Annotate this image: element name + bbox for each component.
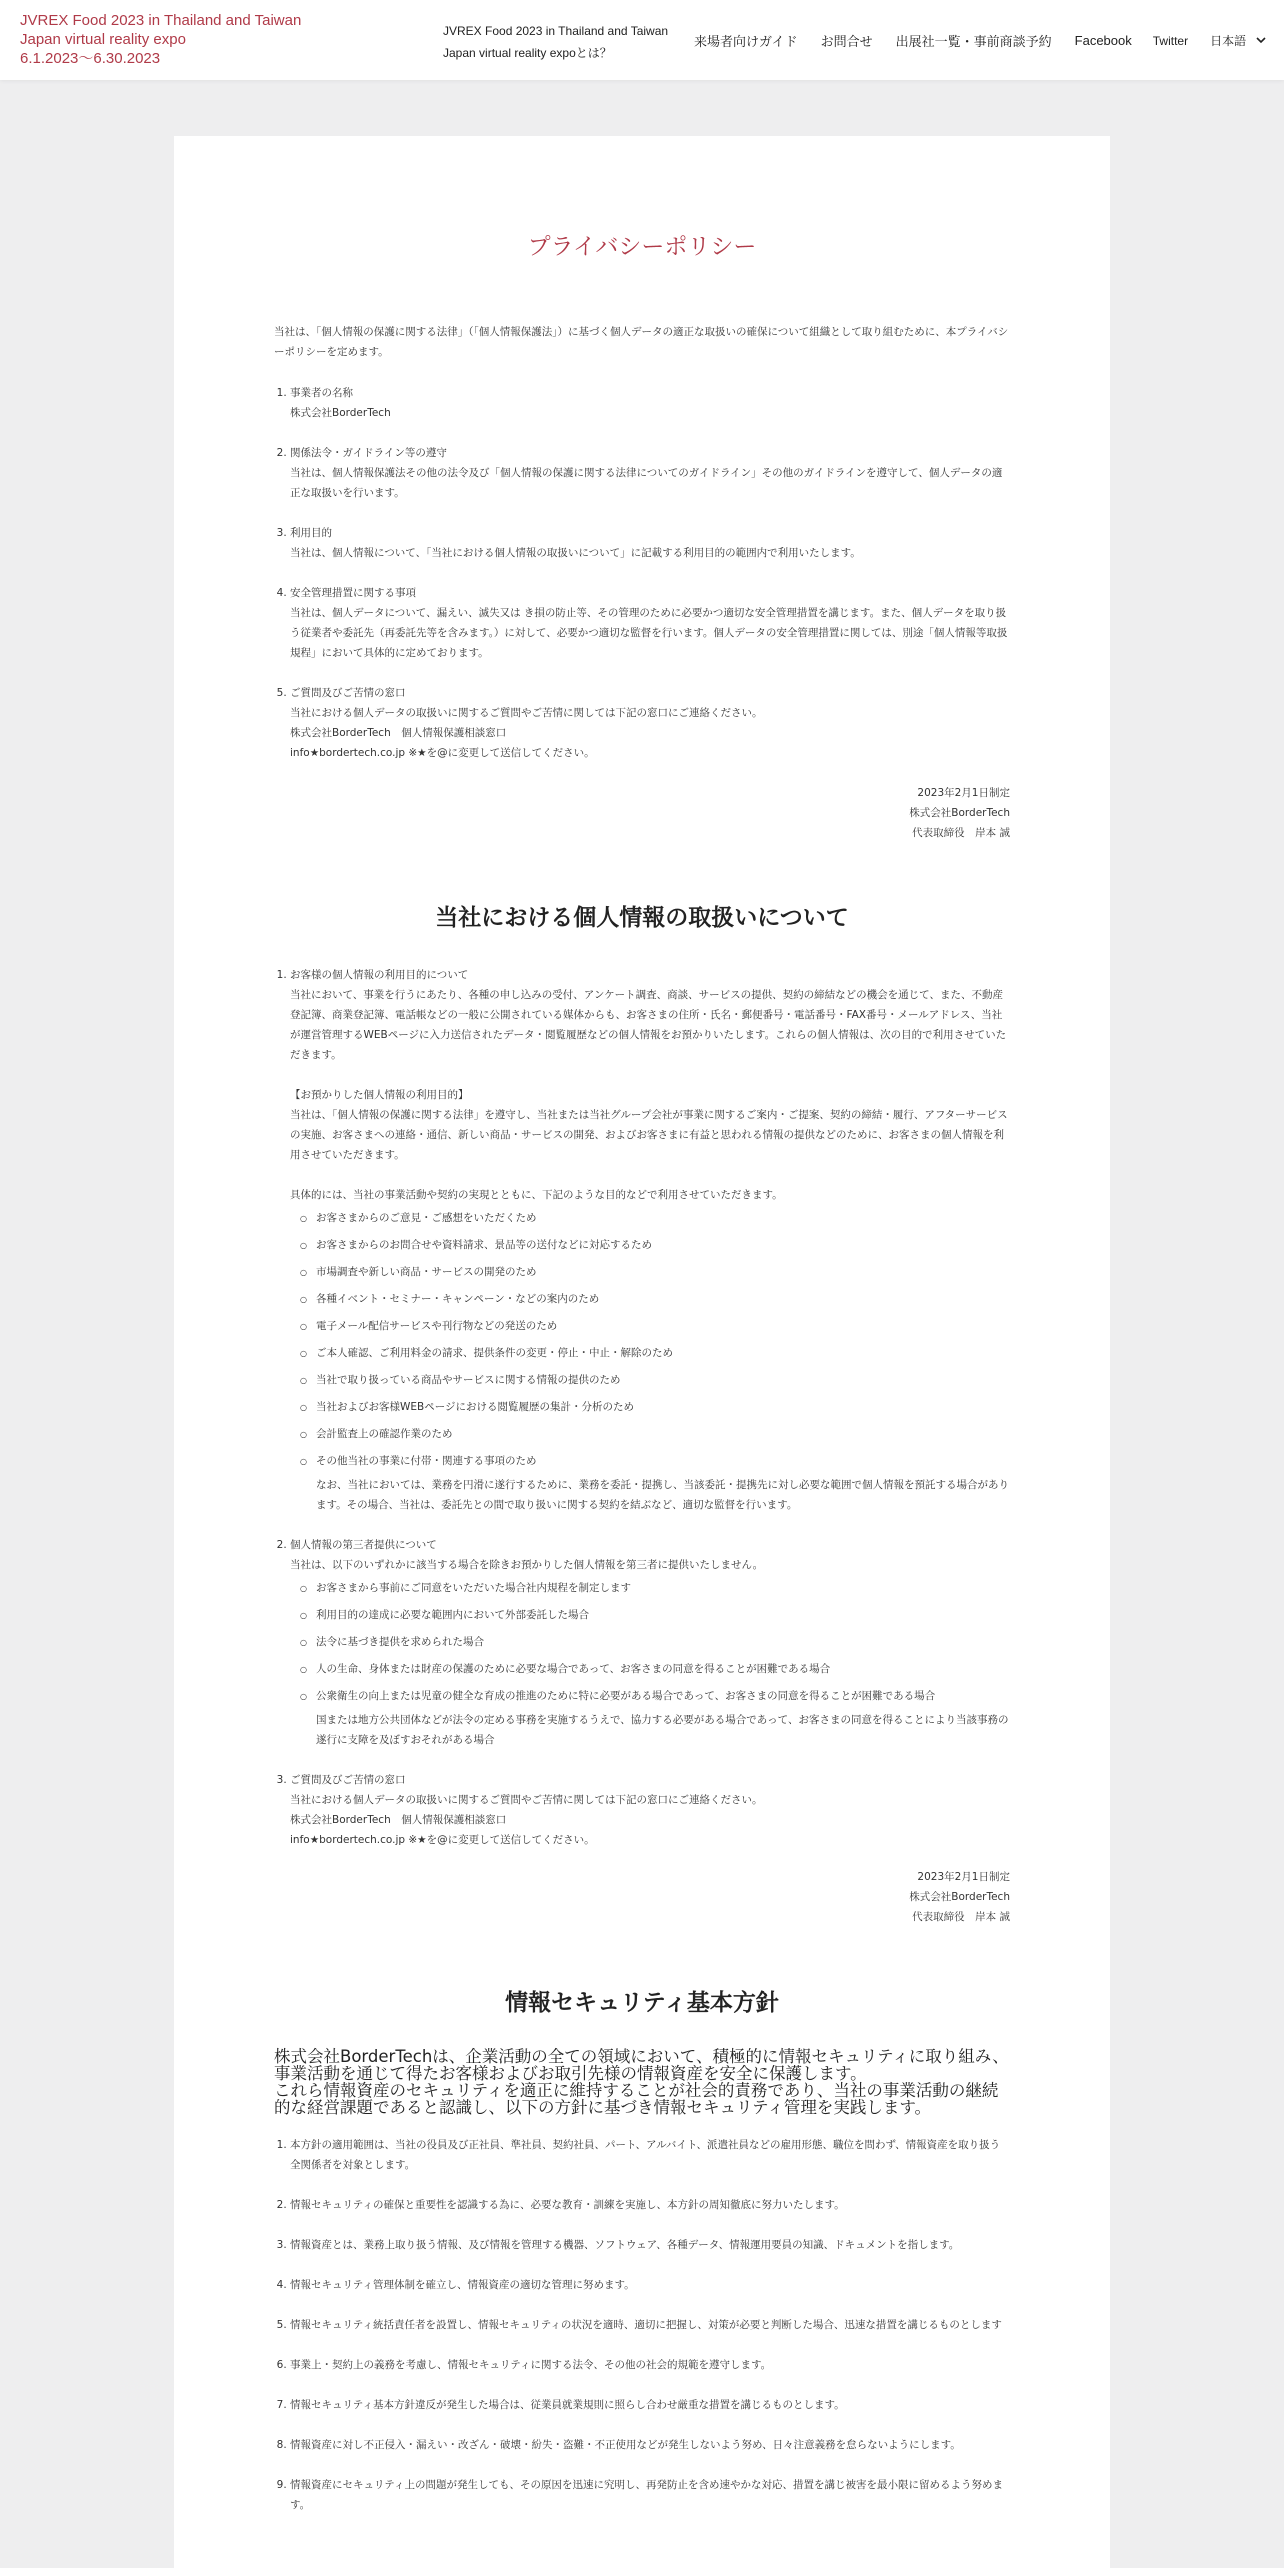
handling-title: 当社における個人情報の取扱いについて: [435, 905, 849, 931]
handling-item-text: 当社は、以下のいずれかに該当する場合を除きお預かりした個人情報を第三者に提供いたしません。: [290, 1559, 764, 1571]
list-item: ○ 公衆衛生の向上または児童の健全な育成の推進のために特に必要がある場合であって、お客さまの同意を得ることが困難である場合: [300, 1683, 1010, 1710]
policy-item: 4. 情報セキュリティ管理体制を確立し、情報資産の適切な管理に努めます。: [290, 2275, 1010, 2295]
sign-representative: 代表取締役 岸本 誠: [912, 827, 1010, 839]
list-item: ○ 当社およびお客様WEBページにおける閲覧履歴の集計・分析のため: [300, 1394, 1010, 1421]
security-intro: 株式会社BorderTechは、企業活動の全ての領域において、積極的に情報セキュリティに取り組み、事業活動を通じて得たお客様およびお取引先様の情報資産を安全に保護します。 これら情報資産のセキュリティを適正に維持することが社会的責務であり、当社の事業活動の継続的な経営課題であると認識し、以下の方針に基づき情報セキュリティ管理を実践します。: [274, 2047, 1009, 2117]
policy-item: 6. 事業上・契約上の義務を考慮し、情報セキュリティに関する法令、その他の社会的規範を遵守します。: [290, 2355, 1010, 2375]
sign-company: 株式会社BorderTech: [909, 1891, 1010, 1903]
policy-item: 9. 情報資産にセキュリティ上の問題が発生しても、その原因を迅速に究明し、再発防止を含め速やかな対応、措置を講じ被害を最小限に留めるよう努めます。: [290, 2475, 1010, 2515]
list-item: ○ お客さまからのお問合せや資料請求、景品等の送付などに対応するため: [300, 1232, 1010, 1259]
handling-signature: [274, 1867, 1010, 1927]
handling-item-text: 当社において、事業を行うにあたり、各種の申し込みの受付、アンケート調査、商談、サービスの提供、契約の締結などの機会を通じて、また、不動産登記簿、商業登記簿、電話帳などの一般に公開されている媒体からも、お客さまの住所・氏名・郵便番号・電話番号・FAX番号・メールアドレス、当社が運営管理するWEBページに入力送信されたデータ・閲覧履歴などの個人情報をお預かりいたします。これらの個人情報は、次の目的で利用させていただきます。: [290, 989, 1007, 1061]
privacy-item: [290, 523, 1010, 563]
list-item: ○ ご本人確認、ご利用料金の請求、提供条件の変更・停止・中止・解除のため: [300, 1340, 1010, 1367]
handling-contact-email: info★bordertech.co.jp ※★を@に変更して送信してください。: [290, 1834, 595, 1846]
handling-item-text: 株式会社BorderTech 個人情報保護相談窓口: [290, 1814, 507, 1826]
handling-subtitle: 【お預かりした個人情報の利用目的】: [290, 1089, 469, 1101]
privacy-item-text: 当社は、個人データについて、漏えい、滅失又は き損の防止等、その管理のために必要かつ適切な安全管理措置を講じます。また、個人データを取り扱う従業者や委託先（再委託先等を含みます。）に対して、必要かつ適切な監督を行います。個人データの安全管理措置に関しては、別途「個人情報等取扱規程」において具体的に定めております。: [290, 607, 1008, 659]
privacy-item-text: 当社における個人データの取扱いに関するご質問やご苦情に関しては下記の窓口にご連絡ください。: [290, 707, 763, 719]
sign-representative: 代表取締役 岸本 誠: [912, 1911, 1010, 1923]
handling-note: なお、当社においては、業務を円滑に遂行するために、業務を委託・提携し、当該委託・提携先に対し必要な範囲で個人情報を預託する場合があります。その場合、当社は、委託先との間で取り扱いに関する契約を結ぶなど、適切な監督を行います。: [316, 1479, 1009, 1511]
handling-item: [290, 1770, 1010, 1850]
privacy-item: [290, 683, 1010, 763]
privacy-item-text: 株式会社BorderTech: [290, 407, 391, 419]
privacy-item-title: 4. 安全管理措置に関する事項: [290, 587, 416, 599]
privacy-intro: 当社は、「個人情報の保護に関する法律」（「個人情報保護法」）に基づく個人データの適正な取扱いの確保について組織として取り組むために、本プライバシーポリシーを定めます。: [274, 326, 1009, 358]
handling-item: [290, 965, 1010, 1515]
nav-about-line-1[interactable]: JVREX Food 2023 in Thailand and Taiwan: [443, 24, 669, 38]
handling-note: 国または地方公共団体などが法令の定める事務を実施するうえで、協力する必要がある場合であって、お客さまの同意を得ることにより当該事務の遂行に支障を及ぼすおそれがある場合: [316, 1714, 1009, 1746]
handling-item-title: 3. ご質問及びご苦情の窓口: [290, 1774, 406, 1786]
nav-exhibitors[interactable]: 出展社一覧・事前商談予約: [895, 34, 1052, 49]
handling-item-title: 2. 個人情報の第三者提供について: [290, 1539, 437, 1551]
privacy-sections: [274, 383, 1010, 763]
privacy-item-title: 1. 事業者の名称: [290, 387, 353, 399]
list-item: ○ 会計監査上の確認作業のため: [300, 1421, 1010, 1448]
policy-item: 5. 情報セキュリティ統括責任者を設置し、情報セキュリティの状況を適時、適切に把握し、対策が必要と判断した場合、迅速な措置を講じるものとします: [290, 2315, 1010, 2335]
nav-visitor-guide[interactable]: 来場者向けガイド: [694, 34, 798, 49]
chevron-down-icon: [1256, 37, 1266, 44]
list-item: ○ 当社で取り扱っている商品やサービスに関する情報の提供のため: [300, 1367, 1010, 1394]
privacy-item-title: 3. 利用目的: [290, 527, 332, 539]
site-brand[interactable]: [20, 11, 301, 68]
brand-line-2[interactable]: Japan virtual reality expo: [20, 31, 186, 48]
list-item: ○ お客さまから事前にご同意をいただいた場合社内規程を制定します: [300, 1575, 1010, 1602]
privacy-item-text: 株式会社BorderTech 個人情報保護相談窓口: [290, 727, 507, 739]
privacy-item: [290, 443, 1010, 503]
nav-twitter[interactable]: Twitter: [1152, 33, 1189, 48]
list-item: ○ その他当社の事業に付帯・関連する事項のため: [300, 1448, 1010, 1475]
handling-item-title: 1. お客様の個人情報の利用目的について: [290, 969, 469, 981]
privacy-item: [290, 583, 1010, 663]
handling-sections: [274, 965, 1010, 1850]
privacy-signature: [274, 783, 1010, 843]
nav-about-line-2[interactable]: Japan virtual reality expoとは？: [443, 46, 612, 60]
handling-item: [290, 1535, 1010, 1750]
brand-line-1[interactable]: JVREX Food 2023 in Thailand and Taiwan: [20, 12, 302, 29]
handling-item-text: 当社における個人データの取扱いに関するご質問やご苦情に関しては下記の窓口にご連絡ください。: [290, 1794, 763, 1806]
security-sections: [274, 2135, 1010, 2535]
privacy-policy-title: プライバシーポリシー: [527, 234, 757, 260]
list-item: ○ 電子メール配信サービスや刊行物などの発送のため: [300, 1313, 1010, 1340]
main-nav: [694, 31, 1266, 50]
sign-date: 2023年2月1日制定: [917, 787, 1010, 799]
nav-facebook[interactable]: Facebook: [1074, 33, 1132, 48]
language-select[interactable]: [1210, 32, 1266, 49]
policy-item: 7. 情報セキュリティ基本方針違反が発生した場合は、従業員就業規則に照らし合わせ厳重な措置を講じるものとします。: [290, 2395, 1010, 2415]
handling-item-text: 具体的には、当社の事業活動や契約の実現とともに、下記のような目的などで利用させていただきます。: [290, 1189, 783, 1201]
sign-company: 株式会社BorderTech: [909, 807, 1010, 819]
list-item: ○ 各種イベント・セミナー・キャンペーン・などの案内のため: [300, 1286, 1010, 1313]
privacy-contact-email: info★bordertech.co.jp ※★を@に変更して送信してください。: [290, 747, 595, 759]
privacy-item-title: 5. ご質問及びご苦情の窓口: [290, 687, 406, 699]
security-title: 情報セキュリティ基本方針: [505, 1990, 779, 2016]
purpose-list: [290, 1205, 1010, 1475]
list-item: ○ お客さまからのご意見・ご感想をいただくため: [300, 1205, 1010, 1232]
policy-item: 1. 本方針の適用範囲は、当社の役員及び正社員、準社員、契約社員、パート、アルバイト、派遣社員などの雇用形態、職位を問わず、情報資産を取り扱う全関係者を対象とします。: [290, 2135, 1010, 2175]
site-header: [0, 0, 1284, 80]
handling-item-text: 当社は、「個人情報の保護に関する法律」を遵守し、当社または当社グループ会社が事業に関するご案内・ご提案、契約の締結・履行、アフターサービスの実施、お客さまへの連絡・通信、新しい商品・サービスの開発、およびお客さまに有益と思われる情報の提供などのために、お客さまの個人情報を利用させていただきます。: [290, 1109, 1008, 1161]
privacy-item: [290, 383, 1010, 423]
privacy-item-title: 2. 関係法令・ガイドライン等の遵守: [290, 447, 447, 459]
language-label: 日本語: [1210, 34, 1247, 48]
content-card: [174, 136, 1110, 2568]
third-party-list: [290, 1575, 1010, 1710]
list-item: ○ 利用目的の達成に必要な範囲内において外部委託した場合: [300, 1602, 1010, 1629]
nav-about-link[interactable]: [443, 20, 668, 64]
privacy-item-text: 当社は、個人情報保護法その他の法令及び「個人情報の保護に関する法律についてのガイドライン」その他のガイドラインを遵守して、個人データの適正な取扱いを行います。: [290, 467, 1003, 499]
policy-item: 3. 情報資産とは、業務上取り扱う情報、及び情報を管理する機器、ソフトウェア、各種データ、情報運用要員の知識、ドキュメントを指します。: [290, 2235, 1010, 2255]
policy-item: 8. 情報資産に対し不正侵入・漏えい・改ざん・破壊・紛失・盗難・不正使用などが発生しないよう努め、日々注意義務を怠らないようにします。: [290, 2435, 1010, 2455]
privacy-item-text: 当社は、個人情報について、「当社における個人情報の取扱いについて」に記載する利用目的の範囲内で利用いたします。: [290, 547, 861, 559]
nav-contact[interactable]: お問合せ: [820, 34, 873, 49]
list-item: ○ 市場調査や新しい商品・サービスの開発のため: [300, 1259, 1010, 1286]
list-item: ○ 法令に基づき提供を求められた場合: [300, 1629, 1010, 1656]
sign-date: 2023年2月1日制定: [917, 1871, 1010, 1883]
list-item: ○ 人の生命、身体または財産の保護のために必要な場合であって、お客さまの同意を得ることが困難である場合: [300, 1656, 1010, 1683]
brand-line-3[interactable]: 6.1.2023～6.30.2023: [20, 50, 161, 67]
policy-item: 2. 情報セキュリティの確保と重要性を認識する為に、必要な教育・訓練を実施し、本方針の周知徹底に努力いたします。: [290, 2195, 1010, 2215]
